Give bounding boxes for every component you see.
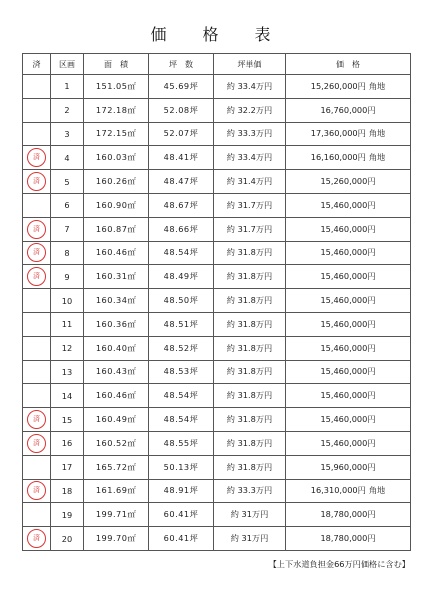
area-value: 160.31㎡ bbox=[84, 265, 149, 289]
area-value: 165.72㎡ bbox=[84, 455, 149, 479]
price-cell bbox=[286, 408, 411, 432]
table-row bbox=[23, 503, 411, 527]
price-value: 15,460,000円 bbox=[320, 271, 376, 282]
table-row bbox=[23, 98, 411, 122]
table-row bbox=[23, 217, 411, 241]
sold-cell bbox=[23, 146, 51, 170]
sold-cell bbox=[23, 122, 51, 146]
price-cell bbox=[286, 75, 411, 99]
table-row bbox=[23, 479, 411, 503]
unit-price: 約 31.8万円 bbox=[214, 408, 286, 432]
tsubo-value: 48.50坪 bbox=[149, 289, 214, 313]
footer-note: 【上下水道負担金66万円価格に含む】 bbox=[268, 559, 410, 569]
lot-number: 7 bbox=[51, 217, 84, 241]
tsubo-value: 48.53坪 bbox=[149, 360, 214, 384]
header-price: 価 格 bbox=[286, 54, 411, 75]
area-value: 160.03㎡ bbox=[84, 146, 149, 170]
sold-cell bbox=[23, 455, 51, 479]
area-value: 160.40㎡ bbox=[84, 336, 149, 360]
table-row bbox=[23, 265, 411, 289]
price-cell bbox=[286, 98, 411, 122]
lot-number: 16 bbox=[51, 431, 84, 455]
price-value: 15,460,000円 bbox=[320, 390, 376, 401]
sold-cell bbox=[23, 360, 51, 384]
price-value: 15,460,000円 bbox=[320, 437, 376, 448]
tsubo-value: 52.07坪 bbox=[149, 122, 214, 146]
sold-cell bbox=[23, 193, 51, 217]
price-value: 16,760,000円 bbox=[320, 104, 376, 115]
lot-number: 5 bbox=[51, 170, 84, 194]
unit-price: 約 31.8万円 bbox=[214, 336, 286, 360]
price-value: 15,460,000円 bbox=[320, 247, 376, 258]
lot-number: 11 bbox=[51, 312, 84, 336]
table-row bbox=[23, 336, 411, 360]
table-row bbox=[23, 431, 411, 455]
unit-price: 約 33.3万円 bbox=[214, 479, 286, 503]
sold-cell bbox=[23, 431, 51, 455]
unit-price: 約 31.8万円 bbox=[214, 289, 286, 313]
sold-stamp: 済 bbox=[27, 243, 46, 262]
table-row bbox=[23, 360, 411, 384]
sold-stamp: 済 bbox=[27, 481, 46, 500]
sold-cell bbox=[23, 241, 51, 265]
unit-price: 約 31.7万円 bbox=[214, 217, 286, 241]
lot-number: 8 bbox=[51, 241, 84, 265]
tsubo-value: 48.67坪 bbox=[149, 193, 214, 217]
unit-price: 約 31.8万円 bbox=[214, 312, 286, 336]
area-value: 199.70㎡ bbox=[84, 527, 149, 551]
tsubo-value: 48.49坪 bbox=[149, 265, 214, 289]
tsubo-value: 48.91坪 bbox=[149, 479, 214, 503]
sold-stamp: 済 bbox=[27, 410, 46, 429]
table-row bbox=[23, 455, 411, 479]
sold-cell bbox=[23, 98, 51, 122]
area-value: 160.34㎡ bbox=[84, 289, 149, 313]
price-cell bbox=[286, 122, 411, 146]
unit-price: 約 33.4万円 bbox=[214, 75, 286, 99]
corner-lot-note: 角地 bbox=[368, 128, 386, 139]
lot-number: 3 bbox=[51, 122, 84, 146]
sold-cell bbox=[23, 289, 51, 313]
price-value: 15,460,000円 bbox=[320, 342, 376, 353]
table-row bbox=[23, 241, 411, 265]
lot-number: 14 bbox=[51, 384, 84, 408]
price-cell bbox=[286, 265, 411, 289]
corner-lot-note: 角地 bbox=[368, 485, 386, 496]
page-title: 価 格 表 bbox=[150, 25, 281, 44]
price-cell bbox=[286, 241, 411, 265]
area-value: 160.36㎡ bbox=[84, 312, 149, 336]
tsubo-value: 48.52坪 bbox=[149, 336, 214, 360]
price-cell bbox=[286, 527, 411, 551]
sold-cell bbox=[23, 408, 51, 432]
lot-number: 6 bbox=[51, 193, 84, 217]
table-row bbox=[23, 527, 411, 551]
header-lot: 区画 bbox=[51, 54, 84, 75]
price-value: 17,360,000円 bbox=[310, 128, 366, 139]
area-value: 160.26㎡ bbox=[84, 170, 149, 194]
tsubo-value: 60.41坪 bbox=[149, 527, 214, 551]
table-row bbox=[23, 289, 411, 313]
price-value: 16,310,000円 bbox=[310, 485, 366, 496]
unit-price: 約 31万円 bbox=[214, 503, 286, 527]
tsubo-value: 48.54坪 bbox=[149, 384, 214, 408]
price-cell bbox=[286, 455, 411, 479]
price-value: 15,460,000円 bbox=[320, 295, 376, 306]
area-value: 172.18㎡ bbox=[84, 98, 149, 122]
area-value: 160.87㎡ bbox=[84, 217, 149, 241]
table-row bbox=[23, 384, 411, 408]
tsubo-value: 48.55坪 bbox=[149, 431, 214, 455]
area-value: 151.05㎡ bbox=[84, 75, 149, 99]
price-value: 15,460,000円 bbox=[320, 223, 376, 234]
unit-price: 約 31.8万円 bbox=[214, 431, 286, 455]
sold-stamp: 済 bbox=[27, 529, 46, 548]
lot-number: 18 bbox=[51, 479, 84, 503]
price-value: 15,460,000円 bbox=[320, 414, 376, 425]
lot-number: 2 bbox=[51, 98, 84, 122]
unit-price: 約 31.8万円 bbox=[214, 384, 286, 408]
sold-stamp: 済 bbox=[27, 434, 46, 453]
tsubo-value: 50.13坪 bbox=[149, 455, 214, 479]
lot-number: 17 bbox=[51, 455, 84, 479]
lot-number: 1 bbox=[51, 75, 84, 99]
corner-lot-note: 角地 bbox=[368, 80, 386, 91]
tsubo-value: 48.51坪 bbox=[149, 312, 214, 336]
sold-cell bbox=[23, 384, 51, 408]
tsubo-value: 52.08坪 bbox=[149, 98, 214, 122]
unit-price: 約 33.4万円 bbox=[214, 146, 286, 170]
header-unit-price: 坪単価 bbox=[214, 54, 286, 75]
table-row bbox=[23, 408, 411, 432]
area-value: 172.15㎡ bbox=[84, 122, 149, 146]
header-sold: 済 bbox=[23, 54, 51, 75]
lot-number: 19 bbox=[51, 503, 84, 527]
area-value: 160.49㎡ bbox=[84, 408, 149, 432]
tsubo-value: 60.41坪 bbox=[149, 503, 214, 527]
header-tsubo: 坪 数 bbox=[149, 54, 214, 75]
sold-cell bbox=[23, 479, 51, 503]
table-row bbox=[23, 75, 411, 99]
price-cell bbox=[286, 503, 411, 527]
price-value: 15,460,000円 bbox=[320, 318, 376, 329]
table-row bbox=[23, 312, 411, 336]
price-cell bbox=[286, 146, 411, 170]
sold-cell bbox=[23, 265, 51, 289]
sold-stamp: 済 bbox=[27, 172, 46, 191]
tsubo-value: 48.47坪 bbox=[149, 170, 214, 194]
tsubo-value: 45.69坪 bbox=[149, 75, 214, 99]
table-row bbox=[23, 146, 411, 170]
unit-price: 約 31.8万円 bbox=[214, 360, 286, 384]
price-cell bbox=[286, 217, 411, 241]
table-header-row bbox=[23, 54, 411, 75]
unit-price: 約 31.8万円 bbox=[214, 265, 286, 289]
area-value: 199.71㎡ bbox=[84, 503, 149, 527]
price-value: 18,780,000円 bbox=[320, 533, 376, 544]
unit-price: 約 32.2万円 bbox=[214, 98, 286, 122]
sold-stamp: 済 bbox=[27, 220, 46, 239]
area-value: 160.46㎡ bbox=[84, 241, 149, 265]
sold-cell bbox=[23, 527, 51, 551]
table-row bbox=[23, 193, 411, 217]
tsubo-value: 48.41坪 bbox=[149, 146, 214, 170]
lot-number: 13 bbox=[51, 360, 84, 384]
price-value: 18,780,000円 bbox=[320, 509, 376, 520]
price-value: 15,960,000円 bbox=[320, 461, 376, 472]
price-value: 15,260,000円 bbox=[310, 80, 366, 91]
price-table bbox=[22, 53, 411, 551]
sold-cell bbox=[23, 217, 51, 241]
price-cell bbox=[286, 193, 411, 217]
area-value: 160.90㎡ bbox=[84, 193, 149, 217]
unit-price: 約 33.3万円 bbox=[214, 122, 286, 146]
price-value: 16,160,000円 bbox=[310, 152, 366, 163]
price-value: 15,460,000円 bbox=[320, 366, 376, 377]
tsubo-value: 48.54坪 bbox=[149, 408, 214, 432]
sold-cell bbox=[23, 312, 51, 336]
tsubo-value: 48.66坪 bbox=[149, 217, 214, 241]
unit-price: 約 31.7万円 bbox=[214, 193, 286, 217]
area-value: 160.43㎡ bbox=[84, 360, 149, 384]
header-area: 面 積 bbox=[84, 54, 149, 75]
sold-cell bbox=[23, 336, 51, 360]
sold-stamp: 済 bbox=[27, 148, 46, 167]
area-value: 160.52㎡ bbox=[84, 431, 149, 455]
price-cell bbox=[286, 289, 411, 313]
price-cell bbox=[286, 479, 411, 503]
lot-number: 15 bbox=[51, 408, 84, 432]
tsubo-value: 48.54坪 bbox=[149, 241, 214, 265]
sold-cell bbox=[23, 503, 51, 527]
price-cell bbox=[286, 360, 411, 384]
price-value: 15,260,000円 bbox=[320, 176, 376, 187]
unit-price: 約 31.8万円 bbox=[214, 455, 286, 479]
lot-number: 9 bbox=[51, 265, 84, 289]
price-cell bbox=[286, 336, 411, 360]
lot-number: 4 bbox=[51, 146, 84, 170]
unit-price: 約 31.8万円 bbox=[214, 241, 286, 265]
sold-cell bbox=[23, 170, 51, 194]
sold-cell bbox=[23, 75, 51, 99]
price-cell bbox=[286, 431, 411, 455]
area-value: 161.69㎡ bbox=[84, 479, 149, 503]
lot-number: 10 bbox=[51, 289, 84, 313]
corner-lot-note: 角地 bbox=[368, 152, 386, 163]
lot-number: 12 bbox=[51, 336, 84, 360]
area-value: 160.46㎡ bbox=[84, 384, 149, 408]
price-cell bbox=[286, 312, 411, 336]
unit-price: 約 31.4万円 bbox=[214, 170, 286, 194]
sold-stamp: 済 bbox=[27, 267, 46, 286]
price-cell bbox=[286, 384, 411, 408]
price-value: 15,460,000円 bbox=[320, 199, 376, 210]
price-cell bbox=[286, 170, 411, 194]
table-row bbox=[23, 170, 411, 194]
table-row bbox=[23, 122, 411, 146]
lot-number: 20 bbox=[51, 527, 84, 551]
unit-price: 約 31万円 bbox=[214, 527, 286, 551]
